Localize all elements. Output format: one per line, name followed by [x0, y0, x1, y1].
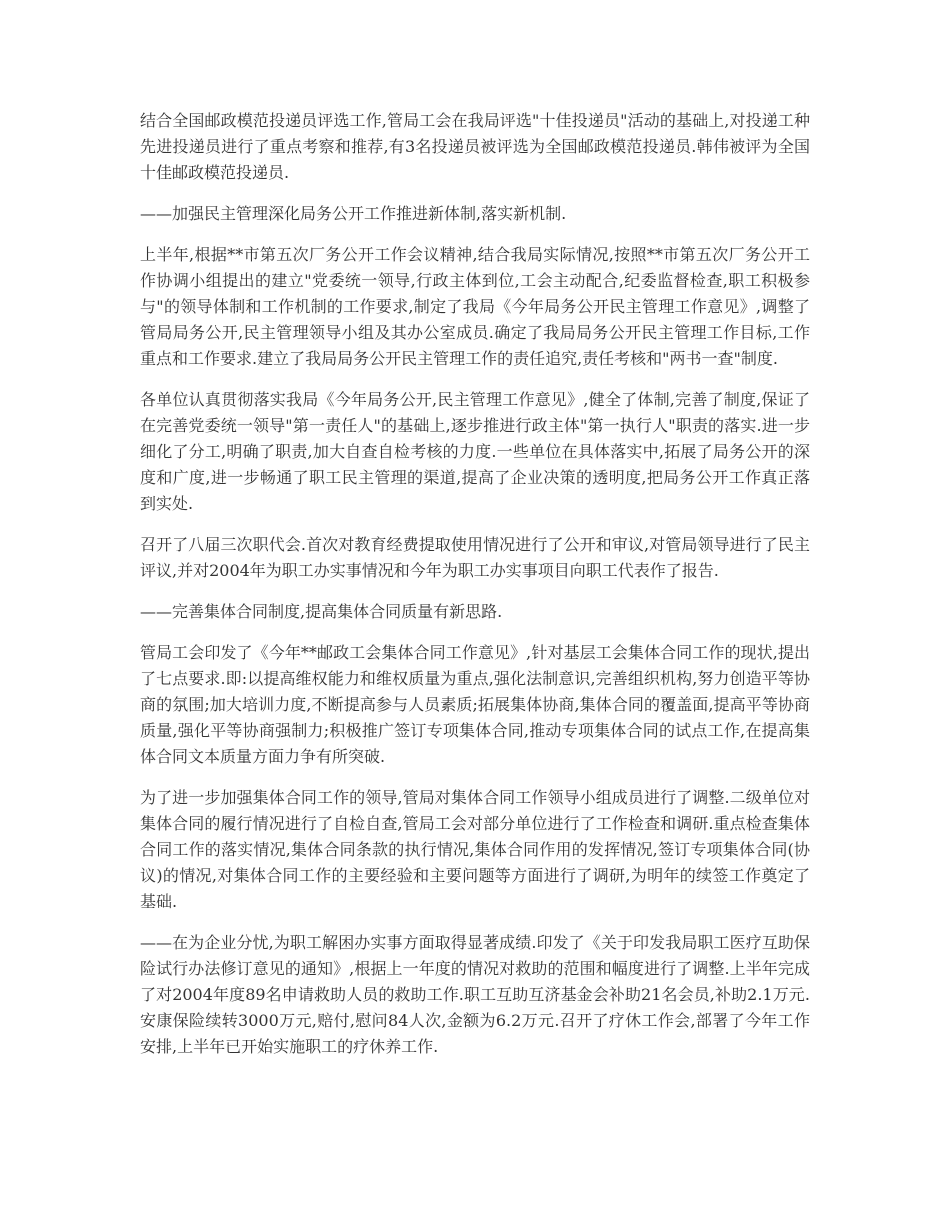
paragraph-workers-congress: 召开了八届三次职代会.首次对教育经费提取使用情况进行了公开和审议,对管局领导进行了民主评议,并对2004年为职工办实事情况和今年为职工办实事项目向职工代表作了报告.: [140, 535, 810, 580]
paragraph-contract-leadership: 为了进一步加强集体合同工作的领导,管局对集体合同工作领导小组成员进行了调整.二级单位对集体合同的履行情况进行了自检自查,管局工会对部分单位进行了工作检查和调研.重点检查集体合同工作的落实情况,集体合同条款的执行情况,集体合同作用的发挥情况,签订专项集体合同(协议)的情况,对集体合同工作的主要经验和主要问题等方面进行了调研,为明年的续签工作奠定了基础.: [140, 788, 810, 911]
heading-collective-contract: ——完善集体合同制度,提高集体合同质量有新思路.: [140, 602, 503, 621]
paragraph-union-opinion: 管局工会印发了《今年**邮政工会集体合同工作意见》,针对基层工会集体合同工作的现状,提出了七点要求.即:以提高维权能力和维权质量为重点,强化法制意识,完善组织机构,努力创造平等协商的氛围;加大培训力度,不断提高参与人员素质;拓展集体协商,集体合同的覆盖面,提高平等协商质量,强化平等协商强制力;积极推广签订专项集体合同,推动专项集体合同的试点工作,在提高集体合同文本质量方面力争有所突破.: [140, 643, 810, 766]
paragraph-units-implementation: 各单位认真贯彻落实我局《今年局务公开,民主管理工作意见》,健全了体制,完善了制度,保证了在完善党委统一领导"第一责任人"的基础上,逐步推进行政主体"第一执行人"职责的落实.进一步细化了分工,明确了职责,加大自查自检考核的力度.一些单位在具体落实中,拓展了局务公开的深度和广度,进一步畅通了职工民主管理的渠道,提高了企业决策的透明度,把局务公开工作真正落到实处.: [140, 390, 810, 513]
paragraph-first-half-year: 上半年,根据**市第五次厂务公开工作会议精神,结合我局实际情况,按照**市第五次厂务公开工作协调小组提出的建立"党委统一领导,行政主体到位,工会主动配合,纪委监督检查,职工积极参与"的领导体制和工作机制的工作要求,制定了我局《今年局务公开民主管理工作意见》,调整了管局局务公开,民主管理领导小组及其办公室成员.确定了我局局务公开民主管理工作目标,工作重点和工作要求.建立了我局局务公开民主管理工作的责任追究,责任考核和"两书一查"制度.: [140, 245, 810, 368]
heading-democratic-management: ——加强民主管理深化局务公开工作推进新体制,落实新机制.: [140, 204, 567, 223]
paragraph-practical-matters: ——在为企业分忧,为职工解困办实事方面取得显著成绩.印发了《关于印发我局职工医疗互助保险试行办法修订意见的通知》,根据上一年度的情况对救助的范围和幅度进行了调整.上半年完成了对2004年度89名申请救助人员的救助工作.职工互助互济基金会补助21名会员,补助2.1万元.安康保险续转3000万元,赔付,慰问84人次,金额为6.2万元.召开了疗休工作会,部署了今年工作安排,上半年已开始实施职工的疗休养工作.: [140, 933, 810, 1056]
document-body: [140, 108, 810, 1075]
paragraph-model-postmen: 结合全国邮政模范投递员评选工作,管局工会在我局评选"十佳投递员"活动的基础上,对投递工种先进投递员进行了重点考察和推荐,有3名投递员被评选为全国邮政模范投递员.韩伟被评为全国十佳邮政模范投递员.: [140, 111, 810, 182]
